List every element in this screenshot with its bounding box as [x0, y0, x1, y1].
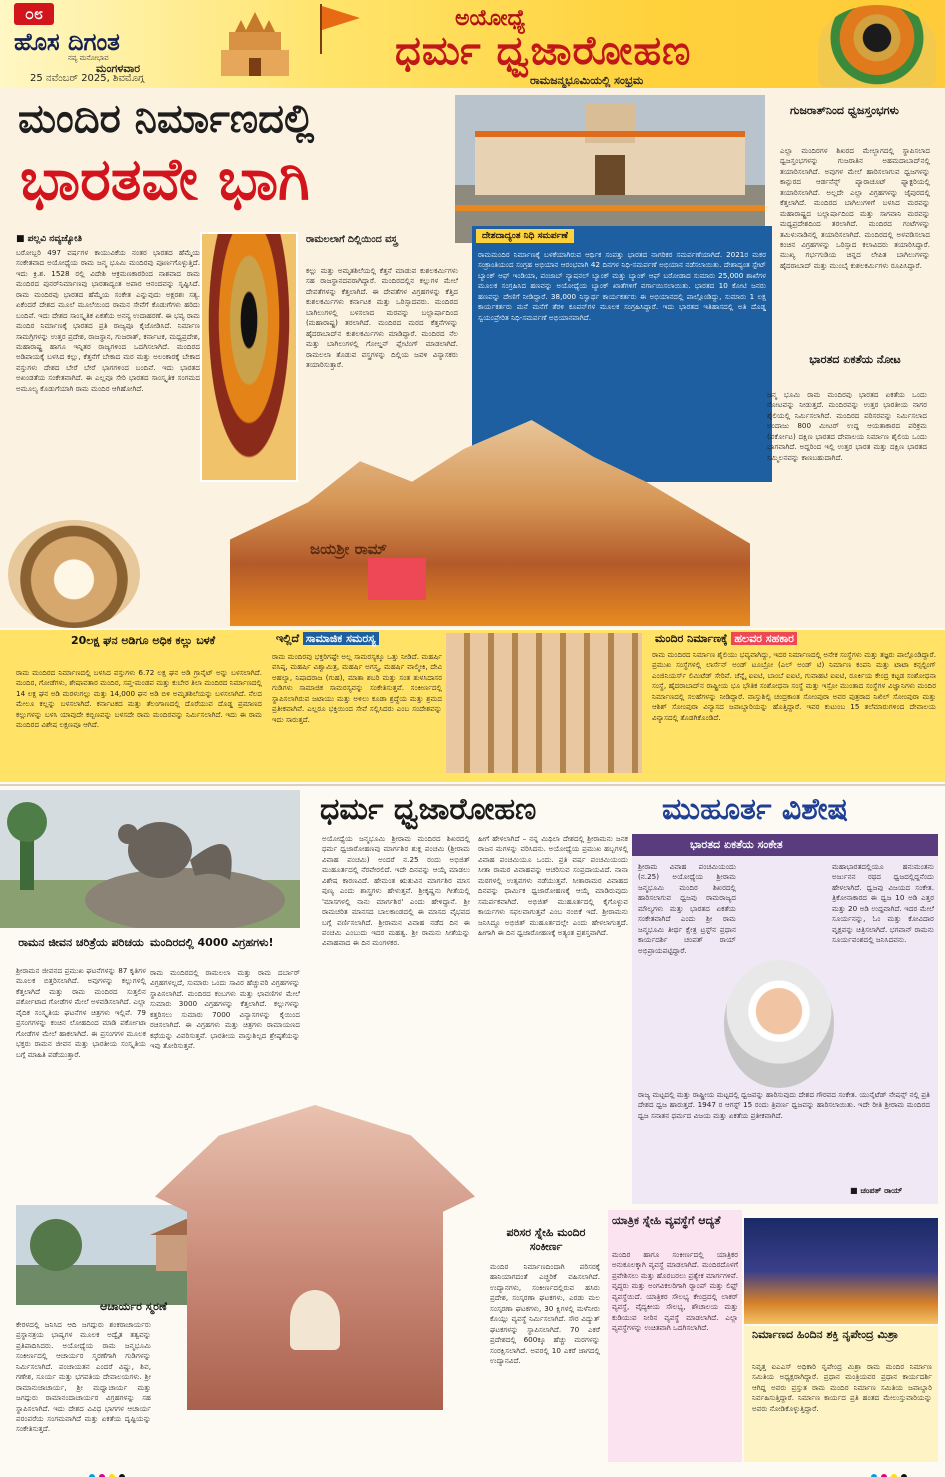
- ramlalla-idol-large-photo: [200, 232, 298, 482]
- gujarat-body: ಎಲ್ಲಾ ಮಂದಿರಗಳ ಶಿಖರದ ಮೇಲ್ಭಾಗದಲ್ಲಿ ಸ್ಥಾಪಿಸಲಾದ ಧ್ವಜಸ್ತಂಭಗಳನ್ನು ಗುಜರಾತಿನ ಅಹಮದಾಬಾದ್‌ನಲ್ಲಿ ತಯಾರಿಸಲಾಗಿದೆ. ಅವುಗಳ ಮೇಲೆ ಹಾರಿಸಲಾಗುವ ಧ್ವಜಗಳನ್ನು ಕಾನ್ಪುರದ ಆರ್ಡನೆನ್ಸ್ ಪ್ಯಾರಾಚೂಟ್ ಫ್ಯಾಕ್ಟರಿಯಲ್ಲಿ ತಯಾರಿಸಲಾಗಿದೆ. ಅಲ್ಲದೇ ಎಲ್ಲಾ ವಿಗ್ರಹಗಳನ್ನು ಜೈಪುರದಲ್ಲಿ ಕೆತ್ತಲಾಗಿದೆ. ಮಂದಿರದ ಬಾಗಿಲುಗಳಿಗೆ ಬಳಸಿದ ಮರವನ್ನು ಮಹಾರಾಷ್ಟ್ರದ ಬಲ್ಲಾರ್ಷಾದಿಂದ ಮತ್ತು ಸಾಗವಾನಿ ಮರವನ್ನು ಮಧ್ಯಪ್ರದೇಶದಿಂದ ತರಲಾಗಿದೆ. ಮಂದಿರದ ಗಂಟೆಗಳನ್ನು ತಮಿಳುನಾಡಿನಲ್ಲಿ ತಯಾರಿಸಲಾಗಿದೆ. ಮಂದಿರದಲ್ಲಿ ಅಳವಡಿಸಲಾದ ಕಂಚಿನ ವಿಗ್ರಹಗಳನ್ನು ಒರಿಸ್ಸಾದ ಕಲಾವಿದರು ತಯಾರಿಸಿದ್ದಾರೆ. ಮುಖ್ಯ ಗರ್ಭಗುಡಿಯ ಚಿನ್ನದ ಲೇಪಿತ ಬಾಗಿಲುಗಳನ್ನು ಹೈದರಾಬಾದ್ ಮತ್ತು ಮುಂಬೈ ಕುಶಲಕರ್ಮಿಗಳು ರೂಪಿಸಿದ್ದಾರೆ.: [780, 146, 930, 270]
- yatrika-box: [608, 1210, 742, 1462]
- newspaper-logo: ಹೊಸ ದಿಗಂತ: [14, 28, 120, 56]
- acharya-body: ಕೇರಳದಲ್ಲಿ ಜನಿಸಿದ ಆದಿ ಜಗದ್ಗುರು ಶಂಕರಾಚಾರ್ಯರು ಪ್ರಸ್ಥಾನತ್ರಯ ಭಾಷ್ಯಗಳ ಮೂಲಕ ಅದ್ವೈತ ತತ್ವವನ್ನು ಪ್ರತಿಪಾದಿಸಿದರು. ಅಯೋಧ್ಯೆಯ ರಾಮ ಜನ್ಮಭೂಮಿ ಸಂಕೀರ್ಣದಲ್ಲಿ ಆಚಾರ್ಯರ ಸ್ಮರಣೆಗಾಗಿ ಗುಡಿಗಳನ್ನು ನಿರ್ಮಿಸಲಾಗಿದೆ. ಪಂಚಾಯತನ ಎಂದರೆ ವಿಷ್ಣು, ಶಿವ, ಗಣೇಶ, ಸೂರ್ಯ ಮತ್ತು ಭಗವತಿಯ ದೇವಾಲಯಗಳು. ಶ್ರೀ ರಾಮಾನುಜಾಚಾರ್ಯ, ಶ್ರೀ ಮಧ್ವಾಚಾರ್ಯ ಮತ್ತು ಜಗದ್ಗುರು ರಾಮಾನಂದಾಚಾರ್ಯರ ವಿಗ್ರಹಗಳನ್ನು ಸಹ ಸ್ಥಾಪಿಸಲಾಗಿದೆ. ಇದು ದೇಶದ ವಿವಿಧ ಭಾಗಗಳ ಆಚಾರ್ಯ ಪರಂಪರೆಯ ಸಂಗಮವಾಗಿದೆ ಮತ್ತು ಏಕತೆಯ ದೃಷ್ಟಿಯನ್ನು ಸಂಕೇತಿಸುತ್ತದೆ.: [16, 1320, 151, 1434]
- title-subline: ರಾಮಜನ್ಮಭೂಮಿಯಲ್ಲಿ ಸಂಭ್ರಮ: [530, 74, 644, 87]
- temple-pillars-photo: [446, 633, 642, 773]
- acharya-shrine-photo: [155, 1105, 475, 1410]
- mandir4000-body: ರಾಮ ಮಂದಿರದಲ್ಲಿ ರಾಮಲಲಾ ಮತ್ತು ರಾಮ ದರ್ಬಾರ್ ವಿಗ್ರಹಗಳಲ್ಲದೆ, ಸುಮಾರು ಒಂದು ಸಾವಿರ ಹೆಚ್ಚುವರಿ ವಿಗ್ರಹಗಳನ್ನು ಸ್ಥಾಪಿಸಲಾಗಿದೆ. ಮಂದಿರದ ಕಂಬಗಳು ಮತ್ತು ಛಾವಣಿಗಳ ಮೇಲೆ ಸುಮಾರು 3000 ವಿಗ್ರಹಗಳನ್ನು ಕೆತ್ತಲಾಗಿದೆ. ಕಲ್ಲುಗಳನ್ನು ಕತ್ತರಿಸಲು ಸುಮಾರು 7000 ವಿನ್ಯಾಸಗಳನ್ನು ಕೈಯಿಂದ ರಚಿಸಲಾಗಿದೆ. ಈ ವಿಗ್ರಹಗಳು ಮತ್ತು ಚಿತ್ರಗಳು ರಾಮಾಯಣದ ಕಥೆಯನ್ನು ವಿವರಿಸುತ್ತವೆ. ಭಾರತೀಯ ವಾಸ್ತುಶಿಲ್ಪದ ಶ್ರೇಷ್ಠತೆಯನ್ನು ಇವು ತೋರಿಸುತ್ತವೆ.: [150, 968, 300, 1051]
- rama-vastra-heading: ರಾಮಲಲಾಗೆ ದಿಲ್ಲಿಯಿಂದ ವಸ್ತ್ರ: [306, 234, 398, 245]
- shakti-body: ನಿವೃತ್ತ ಐಎಎಸ್ ಅಧಿಕಾರಿ ನೃಪೇಂದ್ರ ಮಿಶ್ರಾ ರಾಮ ಮಂದಿರ ನಿರ್ಮಾಣ ಸಮಿತಿಯ ಅಧ್ಯಕ್ಷರಾಗಿದ್ದಾರೆ. ಪ್ರಧಾನ ಮಂತ್ರಿಯವರ ಪ್ರಧಾನ ಕಾರ್ಯದರ್ಶಿ ಆಗಿದ್ದ ಅವರು ಪ್ರಸ್ತುತ ರಾಮ ಮಂದಿರ ನಿರ್ಮಾಣ ಸಮಿತಿಯ ಜವಾಬ್ದಾರಿ ನಿರ್ವಹಿಸುತ್ತಿದ್ದಾರೆ. ನಿರ್ಮಾಣ ಕಾರ್ಯದ ಪ್ರತಿ ಹಂತದ ಮೇಲುಸ್ತುವಾರಿಯನ್ನು ಅವರು ನೋಡಿಕೊಳ್ಳುತ್ತಿದ್ದಾರೆ.: [752, 1362, 932, 1413]
- ekate-sanketa-author: ■ ಚಂಪತ್ ರಾಯ್: [850, 1186, 903, 1195]
- ekate-sanketa-col3: ರಾಜ್ಯ ಮಟ್ಟದಲ್ಲಿ ಮತ್ತು ರಾಷ್ಟ್ರೀಯ ಮಟ್ಟದಲ್ಲಿ ಧ್ವಜವನ್ನು ಹಾರಿಸುವುದು ದೇಶದ ಗೌರವದ ಸಂಕೇತ. ಯುನೈಟೆಡ್ ನೇಷನ್ಸ್ ನಲ್ಲಿ ಪ್ರತಿ ದೇಶದ ಧ್ವಜ ಹಾರುತ್ತದೆ. 1947 ರ ಆಗಸ್ಟ್ 15 ರಂದು ತ್ರಿವರ್ಣ ಧ್ವಜವನ್ನು ಹಾರಿಸಲಾಯಿತು. ಇದೇ ರೀತಿ ಶ್ರೀರಾಮ ಮಂದಿರದ ಧ್ವಜ ಸನಾತನ ಧರ್ಮದ ವಿಜಯ ಮತ್ತು ಏಕತೆಯ ಪ್ರತೀಕವಾಗಿದೆ.: [638, 1090, 930, 1120]
- stones-heading: 20ಲಕ್ಷ ಘನ ಅಡಿಗೂ ಅಧಿಕ ಕಲ್ಲು ಬಳಕೆ: [70, 634, 216, 647]
- title-ayodhya: ಅಯೋಧ್ಯೆ: [455, 6, 526, 31]
- date-place: 25 ನವೆಂಬರ್ 2025, ಶಿವಮೊಗ್ಗ: [30, 73, 145, 84]
- samarasya-highlight: ಸಾಮಾಜಿಕ ಸಮರಸ್ಯ: [303, 632, 379, 645]
- yatrika-body: ಮಂದಿರ ಹಾಗೂ ಸಂಕೀರ್ಣದಲ್ಲಿ ಯಾತ್ರಿಕರ ಅನುಕೂಲಕ್ಕಾಗಿ ವ್ಯವಸ್ಥೆ ಮಾಡಲಾಗಿದೆ. ಮಂದಿರದೊಳಗೆ ಪ್ರವೇಶಿಸಲು ಮತ್ತು ಹೊರಬರಲು ಪ್ರತ್ಯೇಕ ಮಾರ್ಗಗಳಿವೆ. ವೃದ್ಧರು ಮತ್ತು ಅಂಗವಿಕಲರಿಗಾಗಿ ರ್‍ಯಾಂಪ್ ಮತ್ತು ಲಿಫ್ಟ್ ವ್ಯವಸ್ಥೆಯಿದೆ. ಯಾತ್ರಿಕರ ಸೌಲಭ್ಯ ಕೇಂದ್ರದಲ್ಲಿ ಲಾಕರ್ ವ್ಯವಸ್ಥೆ, ವೈದ್ಯಕೀಯ ಸೌಲಭ್ಯ, ಶೌಚಾಲಯ ಮತ್ತು ಕುಡಿಯುವ ನೀರಿನ ವ್ಯವಸ್ಥೆ ಮಾಡಲಾಗಿದೆ. ಎಲ್ಲಾ ವ್ಯವಸ್ಥೆಗಳನ್ನು ಉಚಿತವಾಗಿ ಒದಗಿಸಲಾಗಿದೆ.: [612, 1250, 738, 1333]
- lead-body: ಬರೋಬ್ಬರಿ 497 ವರ್ಷಗಳ ಕಾಯುವಿಕೆಯ ನಂತರ ಭಾರತದ ಹೆಮ್ಮೆಯ ಸಂಕೇತವಾದ ಅಯೋಧ್ಯೆಯ ರಾಮ ಜನ್ಮ ಭೂಮಿ ಮಂದಿರವು ಪೂರ್ಣಗೊಳ್ಳುತ್ತಿದೆ. ಇದು ಕ್ರಿ.ಶ. 1528 ರಲ್ಲಿ ವಿದೇಶಿ ಆಕ್ರಮಣಕಾರರಿಂದ ನಾಶವಾದ ರಾಮ ಮಂದಿರದ ಪುನರ್‌ನಿರ್ಮಾಣವು ಭಾರತಾದ್ಯಂತ ಅಪಾರ ಆನಂದವನ್ನು ಸೃಷ್ಟಿಸಿದೆ. ರಾಮ ಮಂದಿರವು ಭಾರತದ ಹೆಮ್ಮೆಯ ಸಂಕೇತ ಎನ್ನುವುದು ಅಕ್ಷರಶಃ ಸತ್ಯ. ಏಕೆಂದರೆ ದೇಶದ ಮೂಲೆ ಮೂಲೆಯಿಂದ ರಾಮನ ಸೇವೆಗೆ ಕೊಡುಗೆಗಳು ಹರಿದು ಬಂದಿವೆ. ಇದು ದೇಶದ ಸಾಂಸ್ಕೃತಿಕ ಏಕತೆಯ ಅನನ್ಯ ಉದಾಹರಣೆ. ಈ ಭವ್ಯ ರಾಮ ಮಂದಿರ ನಿರ್ಮಾಣಕ್ಕೆ ಭಾರತದ ಪ್ರತಿ ರಾಜ್ಯವೂ ಕೈಜೋಡಿಸಿದೆ. ನಿರ್ಮಾಣ ಸಾಮಗ್ರಿಗಳನ್ನು ಉತ್ತರ ಪ್ರದೇಶ, ರಾಜಸ್ಥಾನ, ಗುಜರಾತ್, ಕರ್ನಾಟಕ, ಮಧ್ಯಪ್ರದೇಶ, ಮಹಾರಾಷ್ಟ್ರ ಹಾಗೂ ಇನ್ನಿತರ ರಾಜ್ಯಗಳಿಂದ ಒದಗಿಸಲಾಗಿದೆ. ಮಂದಿರದ ಅಡಿಪಾಯಕ್ಕೆ ಬಳಸಿದ ಕಲ್ಲು, ಕೆತ್ತನೆಗೆ ಬೇಕಾದ ಮರ ಮತ್ತು ಅಲಂಕಾರಕ್ಕೆ ಬೇಕಾದ ವಸ್ತುಗಳು ದೇಶದ ಬೇರೆ ಬೇರೆ ಭಾಗಗಳಿಂದ ಬಂದಿವೆ. ಇದು ಭಾರತದ ಅಖಂಡತೆಯ ಸಂಕೇತವಾಗಿದೆ. ಈ ಎಲ್ಲವೂ ಸೇರಿ ಭಾರತದ ಸಾಂಸ್ಕೃತಿಕ ಸಂಗಮದ ಅಮೂಲ್ಯ ಕೊಡುಗೆಯಾಗಿ ರಾಮ ಮಂದಿರ ಆಗಿಹೋಗಿದೆ.: [16, 248, 200, 393]
- acharya-statue: [290, 1290, 340, 1350]
- red-block: [368, 558, 426, 600]
- muhurta-body-col2: ಹೀಗೆ ಹೇಳಲಾಗಿದೆ – ನನ್ನ ಮಿಥಿಲಾ ದೇಶದಲ್ಲಿ ಶ್ರೀರಾಮನು ಜನಕ ರಾಜನ ಮಗಳನ್ನು ವರಿಸಿದನು. ಅಯೋಧ್ಯೆಯ ಪ್ರಮುಖ ಹಬ್ಬಗಳಲ್ಲಿ ವಿವಾಹ ಪಂಚಮಿಯೂ ಒಂದು. ಪ್ರತಿ ವರ್ಷ ಪಂಚಮಿಯಂದು ಸೀತಾ ರಾಮರ ವಿವಾಹವನ್ನು ಆಚರಿಸುವ ಸಂಪ್ರದಾಯವಿದೆ. ನಾನಾ ಮಠಗಳಲ್ಲಿ ಉತ್ಸವಗಳು ನಡೆಯುತ್ತವೆ. ಸೀತಾರಾಮರ ವಿವಾಹದ ದಿನವನ್ನು ಧಾರ್ಮಿಕ ಧ್ವಜಾರೋಹಣಕ್ಕೆ ಆಯ್ಕೆ ಮಾಡಿರುವುದು ಸಮರ್ಪಕವಾಗಿದೆ. ಅಭಿಜಿತ್ ಮುಹೂರ್ತದಲ್ಲಿ ಕೈಗೊಳ್ಳುವ ಕಾರ್ಯಗಳು ಸಫಲವಾಗುತ್ತವೆ ಎಂಬ ನಂಬಿಕೆ ಇದೆ. ಶ್ರೀರಾಮನು ಜನಿಸಿದ್ದೂ ಅಭಿಜಿತ್ ಮುಹೂರ್ತದಲ್ಲೇ ಎಂದು ಹೇಳಲಾಗುತ್ತದೆ. ಹೀಗಾಗಿ ಈ ದಿನ ಧ್ವಜಾರೋಹಣಕ್ಕೆ ಅತ್ಯಂತ ಪ್ರಶಸ್ತವಾಗಿದೆ.: [478, 834, 628, 937]
- ekate-heading: ಭಾರತದ ಏಕತೆಯ ನೋಟ: [809, 353, 901, 366]
- ekate-sanketa-col1: ಶ್ರೀರಾಮ ವಿವಾಹ ಪಂಚಮಿಯಂದು (ನ.25) ಅಯೋಧ್ಯೆಯ ಶ್ರೀರಾಮ ಜನ್ಮಭೂಮಿ ಮಂದಿರ ಶಿಖರದಲ್ಲಿ ಹಾರಿಸಲಾಗುವ ಧ್ವಜವು ರಾಮರಾಜ್ಯದ ಮೌಲ್ಯಗಳು ಮತ್ತು ಭಾರತದ ಏಕತೆಯ ಸಂಕೇತವಾಗಿದೆ ಎಂದು ಶ್ರೀ ರಾಮ ಜನ್ಮಭೂಮಿ ತೀರ್ಥ ಕ್ಷೇತ್ರ ಟ್ರಸ್ಟ್‌ನ ಪ್ರಧಾನ ಕಾರ್ಯದರ್ಶಿ ಚಂಪತ್ ರಾಯ್ ಅಭಿಪ್ರಾಯಪಟ್ಟಿದ್ದಾರೆ.: [638, 862, 736, 955]
- samarasya-heading: [276, 632, 379, 646]
- yatrika-heading: ಯಾತ್ರಿಕ ಸ್ನೇಹಿ ವ್ಯವಸ್ಥೆಗೆ ಆದ್ಯತೆ: [612, 1214, 721, 1227]
- samarasya-prefix: ಇಲ್ಲಿದೆ: [276, 632, 303, 645]
- sahakara-prefix: ಮಂದಿರ ನಿರ್ಮಾಣಕ್ಕೆ: [655, 632, 732, 645]
- gujarat-heading: ಗುಜರಾತ್‌ನಿಂದ ಧ್ವಜಸ್ತಂಭಗಳು: [790, 104, 899, 117]
- divider: [0, 784, 945, 786]
- temple-night-photo: [744, 1218, 938, 1324]
- acharya-heading: ಆಚಾರ್ಯರ ಸ್ಮರಣೆ: [100, 1300, 167, 1313]
- muhurta-title-1: ಧರ್ಮ ಧ್ವಜಾರೋಹಣ: [320, 792, 537, 827]
- page-number: ೦೮: [14, 3, 54, 25]
- sahakara-heading: [655, 632, 797, 646]
- dome-ceiling-photo: [8, 520, 140, 628]
- rama-jeevana-body: ಶ್ರೀರಾಮನ ಜೀವನದ ಪ್ರಮುಖ ಘಟನೆಗಳನ್ನು 87 ಕೃತಿಗಳ ಮೂಲಕ ಬಿತ್ತರಿಸಲಾಗಿದೆ. ಅವುಗಳನ್ನು ಕಲ್ಲುಗಳಲ್ಲಿ ಕೆತ್ತಲಾಗಿದೆ ಮತ್ತು ರಾಮ ಮಂದಿರದ ಸುತ್ತಲಿನ ಪರ್ಕೋಟಾದ ಗೋಡೆಗಳ ಮೇಲೆ ಅಳವಡಿಸಲಾಗಿದೆ. ಎಲ್ಲಾ ವೈದಿಕ ಸಂಸ್ಕೃತಿಯ ಘಟನೆಗಳ ಚಿತ್ರಗಳು ಇಲ್ಲಿವೆ. 79 ಪ್ರಸಂಗಗಳನ್ನು ಕಂಚಿನ ಲೋಹದಿಂದ ಮಾಡಿ ಪರ್ಕೋಟಾ ಗೋಡೆಗಳ ಮೇಲೆ ಹಾಕಲಾಗಿದೆ. ಈ ಪ್ರಸಂಗಗಳ ಮೂಲಕ ಭಕ್ತರು ರಾಮನ ಜೀವನ ಮತ್ತು ಭಾರತೀಯ ಸಂಸ್ಕೃತಿಯ ಬಗ್ಗೆ ಮಾಹಿತಿ ಪಡೆಯುತ್ತಾರೆ.: [16, 966, 146, 1059]
- temple-entrance-photo: [455, 95, 765, 243]
- logo-tagline: ನವ್ಯ ಮನೋಭಾವ: [68, 54, 109, 62]
- ekate-sanketa-heading: ಭಾರತದ ಏಕತೆಯ ಸಂಕೇತ: [690, 838, 783, 851]
- muhurta-body-col1: ಅಯೋಧ್ಯೆಯ ಜನ್ಮಭೂಮಿ ಶ್ರೀರಾಮ ಮಂದಿರದ ಶಿಖರದಲ್ಲಿ ಧರ್ಮ ಧ್ವಜಾರೋಹಣವು ಮಾರ್ಗಶಿರ ಶುಕ್ಲ ಪಂಚಮಿ (ಶ್ರೀರಾಮ ವಿವಾಹ ಪಂಚಮಿ) ಅಂದರೆ ನ.25 ರಂದು ಅಭಿಜಿತ್ ಮುಹೂರ್ತದಲ್ಲಿ ನೆರವೇರಲಿದೆ. ಇದೇ ದಿನವನ್ನು ಆಯ್ಕೆ ಮಾಡಲು ವಿಶೇಷ ಕಾರಣವಿದೆ. ಹೇಮಂತ ಋತುವಿನ ಮಾರ್ಗಶಿರ ಮಾಸ ಪುಣ್ಯ ಎಂದು ಶಾಸ್ತ್ರಗಳು ಹೇಳುತ್ತವೆ. ಶ್ರೀಕೃಷ್ಣನು ಗೀತೆಯಲ್ಲಿ 'ಮಾಸಗಳಲ್ಲಿ ನಾನು ಮಾರ್ಗಶಿರ' ಎಂದು ಹೇಳಿದ್ದಾನೆ. ಶ್ರೀ ರಾಮಚರಿತ ಮಾನಸದ ಬಾಲಕಾಂಡದಲ್ಲಿ ಈ ಮಾಸದ ವೈಭವದ ಬಗ್ಗೆ ವರ್ಣಿಸಲಾಗಿದೆ. ಶ್ರೀರಾಮನ ವಿವಾಹ ನಡೆದ ದಿನ ಈ ಪಂಚಮಿ ಎಂಬುದು ಇದರ ಮಹತ್ವ. ಶ್ರೀ ರಾಮನು ಸೀತೆಯನ್ನು ವಿವಾಹವಾದ ಈ ದಿನ ಮಂಗಳಕರ.: [322, 834, 470, 948]
- sahakara-highlight: ಹಲವರ ಸಹಕಾರ: [731, 632, 797, 645]
- lead-headline-1: ಮಂದಿರ ನಿರ್ಮಾಣದಲ್ಲಿ: [18, 96, 315, 142]
- weekday: ಮಂಗಳವಾರ: [96, 62, 141, 75]
- champat-rai-portrait: [724, 960, 834, 1088]
- squirrel-statue-photo: [0, 790, 300, 928]
- title-dharma-dhwajarohana: ಧರ್ಮ ಧ್ವಜಾರೋಹಣ: [395, 28, 692, 74]
- parisara-body: ಮಂದಿರ ನಿರ್ಮಾಣದಿಂದಾಗಿ ಪರಿಸರಕ್ಕೆ ಹಾನಿಯಾಗದಂತೆ ಎಚ್ಚರಿಕೆ ವಹಿಸಲಾಗಿದೆ. ಉದ್ಯಾನಗಳು, ಸಂಕೀರ್ಣದಲ್ಲಿರುವ ಹಸಿರು ಪ್ರದೇಶ, ಸಂಸ್ಕರಣಾ ಘಟಕಗಳು, ಎರಡು ಮಲ ಸಂಸ್ಕರಣಾ ಘಟಕಗಳು, 30 ಕ್ಷಿಗಳಲ್ಲಿ ಮಳೆನೀರು ಕೊಯ್ಲು ವ್ಯವಸ್ಥೆ ನಿರ್ಮಿಸಲಾಗಿದೆ. ಸೌರ ವಿದ್ಯುತ್ ಘಟಕಗಳನ್ನು ಸ್ಥಾಪಿಸಲಾಗಿದೆ. 70 ಎಕರೆ ಪ್ರದೇಶದಲ್ಲಿ 600ಕ್ಕೂ ಹೆಚ್ಚು ಮರಗಳನ್ನು ಸಂರಕ್ಷಿಸಲಾಗಿದೆ. ಅವರಲ್ಲಿ 10 ಎಕರೆ ಜಾಗದಲ್ಲಿ ಉದ್ಯಾನವಿದೆ.: [490, 1262, 600, 1365]
- ekate-body: ಜನ್ಮ ಭೂಮಿ ರಾಮ ಮಂದಿರವು ಭಾರತದ ಏಕತೆಯ ಒಂದು ನೋಟವನ್ನು ನೀಡುತ್ತದೆ. ಮಂದಿರವನ್ನು ಉತ್ತರ ಭಾರತೀಯ ನಾಗರ ಶೈಲಿಯಲ್ಲಿ ನಿರ್ಮಿಸಲಾಗಿದೆ. ಮಂದಿರದ ಪರಿಸರವನ್ನು ನಿರ್ಮಿಸಲಾದ ಅಂದಾಜು 800 ಮೀಟರ್ ಉದ್ದ ಆಯತಾಕಾರದ ಪರಿಕ್ರಮ (ಪರ್ಕೋಟ) ದಕ್ಷಿಣ ಭಾರತದ ದೇವಾಲಯ ನಿರ್ಮಾಣ ಶೈಲಿಯ ಒಂದು ಭಾಗವಾಗಿದೆ. ಅದ್ದರಿಂದ ಇಲ್ಲಿ ಉತ್ತರ ಭಾರತ ಮತ್ತು ದಕ್ಷಿಣ ಭಾರತದ ಸಮ್ಮಿಲನವನ್ನು ಕಾಣಬಹುದಾಗಿದೆ.: [767, 390, 927, 462]
- registration-marks-right: [870, 1466, 910, 1474]
- saffron-flag-icon: [322, 6, 360, 30]
- ramlalla-idol-photo: [818, 5, 936, 87]
- shakti-heading: ನಿರ್ಮಾಣದ ಹಿಂದಿನ ಶಕ್ತಿ ನೃಪೇಂದ್ರ ಮಿಶ್ರಾ: [752, 1328, 899, 1341]
- jai-shri-ram-banner: ಜಯಶ್ರೀ ರಾಮ್: [310, 540, 387, 558]
- temple-sketch-icon: [215, 8, 295, 80]
- ekate-sanketa-band: [632, 834, 938, 856]
- muhurta-title-2: ಮುಹೂರ್ತ ವಿಶೇಷ: [662, 792, 848, 827]
- byline: ■ ಪಲ್ಲವಿ ನವ್ಯಜ್ಯೋತಿ: [16, 234, 83, 244]
- rama-jeevana-heading: ರಾಮನ ಜೀವನ ಚರಿತ್ರೆಯ ಪರಿಚಯ: [18, 936, 144, 949]
- lead-headline-2: ಭಾರತವೇ ಭಾಗಿ: [20, 145, 310, 213]
- stones-body: ರಾಮ ಮಂದಿರದ ನಿರ್ಮಾಣದಲ್ಲಿ ಬಳಸಿದ ವಸ್ತುಗಳು 6.72 ಲಕ್ಷ ಘನ ಅಡಿ ಗ್ರಾನೈಟ್ ಅನ್ನು ಬಳಸಲಾಗಿದೆ. ಮಂದಿರ, ಗೋಡೆಗಳು, ಶೇಷಾವತಾರ ಮಂದಿರ, ಸಪ್ತ-ಮಂಡಪ ಮತ್ತು ಕುಬೇರ ತಿಲಾ ಮಂದಿರದ ನಿರ್ಮಾಣದಲ್ಲಿ 14 ಲಕ್ಷ ಘನ ಅಡಿ ಮರಳುಗಲ್ಲು ಮತ್ತು 14,000 ಘನ ಅಡಿ ಬಿಳಿ ಅಮೃತಶಿಲೆಯನ್ನು ಬಳಸಲಾಗಿದೆ. ನೆಲದ ಮೇಲೂ ಕಲ್ಲನ್ನು ಬಳಸಲಾಗಿದೆ. ಕರ್ನಾಟಕದ ಮತ್ತು ತೆಲಂಗಾಣದಲ್ಲಿ ದೊರೆಯುವ ದೊಡ್ಡ ಪ್ರಮಾಣದ ಕಲ್ಲುಗಳನ್ನು ಬಳಸಿ ಯಾವುದೇ ಕಬ್ಬಿಣವನ್ನು ಬಳಸದೇ ರಾಮ ಮಂದಿರವನ್ನು ನಿರ್ಮಿಸಲಾಗಿದೆ. ಇದು ಈ ರಾಮ ಮಂದಿರದ ವಿಶೇಷ ಲಕ್ಷಣವೂ ಆಗಿದೆ.: [16, 668, 262, 730]
- parisara-heading: ಪರಿಸರ ಸ್ನೇಹಿ ಮಂದಿರ ಸಂಕೀರ್ಣ: [506, 1226, 586, 1253]
- samarasya-body: ರಾಮ ಮಂದಿರವು ಭಕ್ತರಿಗಷ್ಟೇ ಅಲ್ಲ ಸಾಮರಸ್ಯಕ್ಕೂ ಒತ್ತು ನೀಡಿದೆ. ಮಹರ್ಷಿ ವಸಿಷ್ಠ, ಮಹರ್ಷಿ ವಿಶ್ವಾಮಿತ್ರ, ಮಹರ್ಷಿ ಅಗಸ್ತ್ಯ, ಮಹರ್ಷಿ ವಾಲ್ಮೀಕಿ, ದೇವಿ ಅಹಲ್ಯಾ, ನಿಷಾದರಾಜ (ಗುಹ), ಮಾತಾ ಶಬರಿ ಮತ್ತು ಸಂತ ತುಳಸಿದಾಸರ ಗುಡಿಗಳು ಸಾಮಾಜಿಕ ಸಾಮರಸ್ಯವನ್ನು ಸಂಕೇತಿಸುತ್ತವೆ. ಸಂಕೀರ್ಣದಲ್ಲಿ ಸ್ಥಾಪಿಸಲಾಗಿರುವ ಜಟಾಯು ಮತ್ತು ಅಳಿಲು ಕೂಡಾ ಶ್ರದ್ಧೆಯ ಮತ್ತು ಶ್ರಮದ ಪ್ರತೀಕವಾಗಿವೆ. ಎಲ್ಲರೂ ಭಕ್ತಿಯಿಂದ ಸೇವೆ ಸಲ್ಲಿಸಿದರು ಎಂಬ ಸಂದೇಶವನ್ನು ಇದು ಸಾರುತ್ತದೆ.: [272, 652, 442, 724]
- mandir4000-heading: ಮಂದಿರದಲ್ಲಿ 4000 ವಿಗ್ರಹಗಳು!: [150, 936, 274, 949]
- fund-heading: ದೇಶದಾದ್ಯಂತ ನಿಧಿ ಸಮರ್ಪಣೆ: [476, 229, 574, 243]
- fund-body: ರಾಮಮಂದಿರ ನಿರ್ಮಾಣಕ್ಕೆ ಬಳಕೆಯಾಗಿರುವ ಆರ್ಥಿಕ ಸಂಪತ್ತು ಭಾರತದ ನಾಗರಿಕರ ಸಮರ್ಪಣೆಯಾಗಿದೆ. 2021ರ ಮಕರ ಸಂಕ್ರಾಂತಿಯಂದ ಸಂಗ್ರಹ ಅಭಿಯಾನ ಆರಂಭವಾಗಿ 42 ದಿನಗಳ ನಿಧಿ-ಸಮರ್ಪಣೆ ಅಭಿಯಾನ ನಡೆಸಲಾಯಿತು. ದೇಶಾದ್ಯಂತ ಸ್ಟೇಟ್ ಬ್ಯಾಂಕ್ ಆಫ್ ಇಂಡಿಯಾ, ಪಂಜಾಬ್ ನ್ಯಾಷನಲ್ ಬ್ಯಾಂಕ್ ಮತ್ತು ಬ್ಯಾಂಕ್ ಆಫ್ ಬರೋಡಾದ ಸುಮಾರು 25,000 ಶಾಖೆಗಳ ಮೂಲಕ ಸಂಗ್ರಹಿಸಿದ ಹಣವನ್ನು ಅಯೋಧ್ಯೆಯ ಬ್ಯಾಂಕ್ ಖಾತೆಗಳಿಗೆ ವರ್ಗಾಯಿಸಲಾಯಿತು. ಭಾರತದ 10 ಕೋಟಿ ಜನರು ಹಣವನ್ನು ದೇಣಿಗೆ ನೀಡಿದ್ದಾರೆ. 38,000 ನಿಸ್ವಾರ್ಥ ಕಾರ್ಯಕರ್ತರು ಈ ಅಭಿಯಾನದಲ್ಲಿ ಪಾಲ್ಗೊಂಡಿದ್ದು, ಸುಮಾರು 1 ಲಕ್ಷ ಕಾರ್ಯಕರ್ತರು ಮನೆ ಮನೆಗೆ ತೆರಳಿ ಕೂಪನ್‌ಗಳ ಮೂಲಕ ಸಂಗ್ರಹಿಸಿದ್ದಾರೆ. ಇದು ಭಾರತದ ಇತಿಹಾಸದಲ್ಲಿ ಅತಿ ದೊಡ್ಡ ಸ್ವಯಂಪ್ರೇರಿತ ನಿಧಿ-ಸಮರ್ಪಣೆ ಅಭಿಯಾನವಾಗಿದೆ.: [478, 250, 766, 322]
- registration-marks: [88, 1466, 128, 1474]
- rama-vastra-body: ಕಲ್ಲು ಮತ್ತು ಅಮೃತಶಿಲೆಯಲ್ಲಿ ಕೆತ್ತನೆ ಮಾಡುವ ಕುಶಲಕರ್ಮಿಗಳು ಸಹ ರಾಜಸ್ಥಾನದವರಾಗಿದ್ದಾರೆ. ಮಂದಿರದಲ್ಲಿನ ಕಲ್ಲುಗಳ ಮೇಲೆ ದೇವತೆಗಳನ್ನು ಕೆತ್ತಲಾಗಿದೆ. ಈ ದೇವತೆಗಳ ವಿಗ್ರಹಗಳನ್ನು ಕೆತ್ತಿದ ಕುಶಲಕರ್ಮಿಗಳು ಕರ್ನಾಟಕ ಮತ್ತು ಒರಿಸ್ಸಾದವರು. ಮಂದಿರದ ಬಾಗಿಲುಗಳಲ್ಲಿ ಬಳಸಲಾದ ಮರವನ್ನು ಬಲ್ಲಾರ್ಷಾದಿಂದ (ಮಹಾರಾಷ್ಟ್ರ) ತರಲಾಗಿದೆ. ಮಂದಿರದ ಮರದ ಕೆತ್ತನೆಗಳನ್ನು ಹೈದರಾಬಾದ್‌ನ ಕುಶಲಕರ್ಮಿಗಳು ಮಾಡಿದ್ದಾರೆ. ಮಂದಿರದ ನೆಲ ಮತ್ತು ಬಾಗಿಲುಗಳಲ್ಲಿ ಗೋಲ್ಡನ್ ಪ್ಲೇಟಿಂಗ್ ಮಾಡಲಾಗಿದೆ. ರಾಮಲಲಾ ತೊಡುವ ವಸ್ತ್ರಗಳನ್ನು ದಿಲ್ಲಿಯ ಜವಳಿ ವಿನ್ಯಾಸಕರು ತಯಾರಿಸುತ್ತಾರೆ.: [306, 266, 458, 369]
- ekate-sanketa-col2: ಮಹಾಭಾರತದಲ್ಲಿಯೂ ಹನುಮಂತನು ಅರ್ಜುನನ ರಥದ ಧ್ವಜದಲ್ಲಿದ್ದನೆಂದು ಹೇಳಲಾಗಿದೆ. ಧ್ವಜವು ವಿಜಯದ ಸಂಕೇತ. ತ್ರಿಕೋನಾಕಾರದ ಈ ಧ್ವಜ 10 ಅಡಿ ಎತ್ತರ ಮತ್ತು 20 ಅಡಿ ಉದ್ದವಾಗಿದೆ. ಇದರ ಮೇಲೆ ಸೂರ್ಯನನ್ನು, ಓಂ ಮತ್ತು ಕೋವಿದಾರ ವೃಕ್ಷವನ್ನು ಚಿತ್ರಿಸಲಾಗಿದೆ. ಭಗವಾನ್ ರಾಮನು ಸೂರ್ಯವಂಶದಲ್ಲಿ ಜನಿಸಿದವನು.: [832, 862, 934, 945]
- sahakara-body: ರಾಮ ಮಂದಿರದ ನಿರ್ಮಾಣ ಶೈಲಿಯು ಭವ್ಯವಾಗಿದ್ದು, ಇದರ ನಿರ್ಮಾಣದಲ್ಲಿ ಅನೇಕ ಸಂಸ್ಥೆಗಳು ಮತ್ತು ತಜ್ಞರು ಪಾಲ್ಗೊಂಡಿದ್ದಾರೆ. ಪ್ರಮುಖ ಸಂಸ್ಥೆಗಳಲ್ಲಿ ಲಾರ್ಸೆನ್ ಅಂಡ್ ಟೂಬ್ರೋ (ಎಲ್ ಅಂಡ್ ಟಿ) ನಿರ್ಮಾಣ ಕಂಪನಿ ಮತ್ತು ಟಾಟಾ ಕನ್ಸಲ್ಟಿಂಗ್ ಎಂಜಿನಿಯರ್ಸ್ ಲಿಮಿಟೆಡ್ ಸೇರಿವೆ. ಚೆನ್ನೈ ಐಐಟಿ, ಬಾಂಬೆ ಐಐಟಿ, ಗುವಾಹಟಿ ಐಐಟಿ, ರೂರ್ಕಿಯ ಕೇಂದ್ರ ಕಟ್ಟಡ ಸಂಶೋಧನಾ ಸಂಸ್ಥೆ, ಹೈದರಾಬಾದ್‌ನ ರಾಷ್ಟ್ರೀಯ ಭೂ ಭೌತಿಕ ಸಂಶೋಧನಾ ಸಂಸ್ಥೆ ಮತ್ತು ಇಸ್ರೋ ಮುಂತಾದ ಸಂಸ್ಥೆಗಳ ವಿಜ್ಞಾನಿಗಳು ಮಂದಿರ ನಿರ್ಮಾಣದಲ್ಲಿ ಸಲಹೆಗಳನ್ನು ನೀಡಿದ್ದಾರೆ. ವಾಸ್ತುಶಿಲ್ಪಿ ಚಂದ್ರಕಾಂತ ಸೋಂಪುರಾ ಅವರ ಪುತ್ರರಾದ ನಿಖಿಲ್ ಸೋಂಪುರಾ ಮತ್ತು ಆಶಿಶ್ ಸೋಂಪುರಾ ವಿನ್ಯಾಸದ ಜವಾಬ್ದಾರಿಯನ್ನು ಹೊತ್ತಿದ್ದಾರೆ. ಇವರ ಕುಟುಂಬ 15 ತಲೆಮಾರುಗಳಿಂದ ದೇವಾಲಯ ವಿನ್ಯಾಸದಲ್ಲಿ ತೊಡಗಿಕೊಂಡಿದೆ.: [652, 650, 936, 722]
